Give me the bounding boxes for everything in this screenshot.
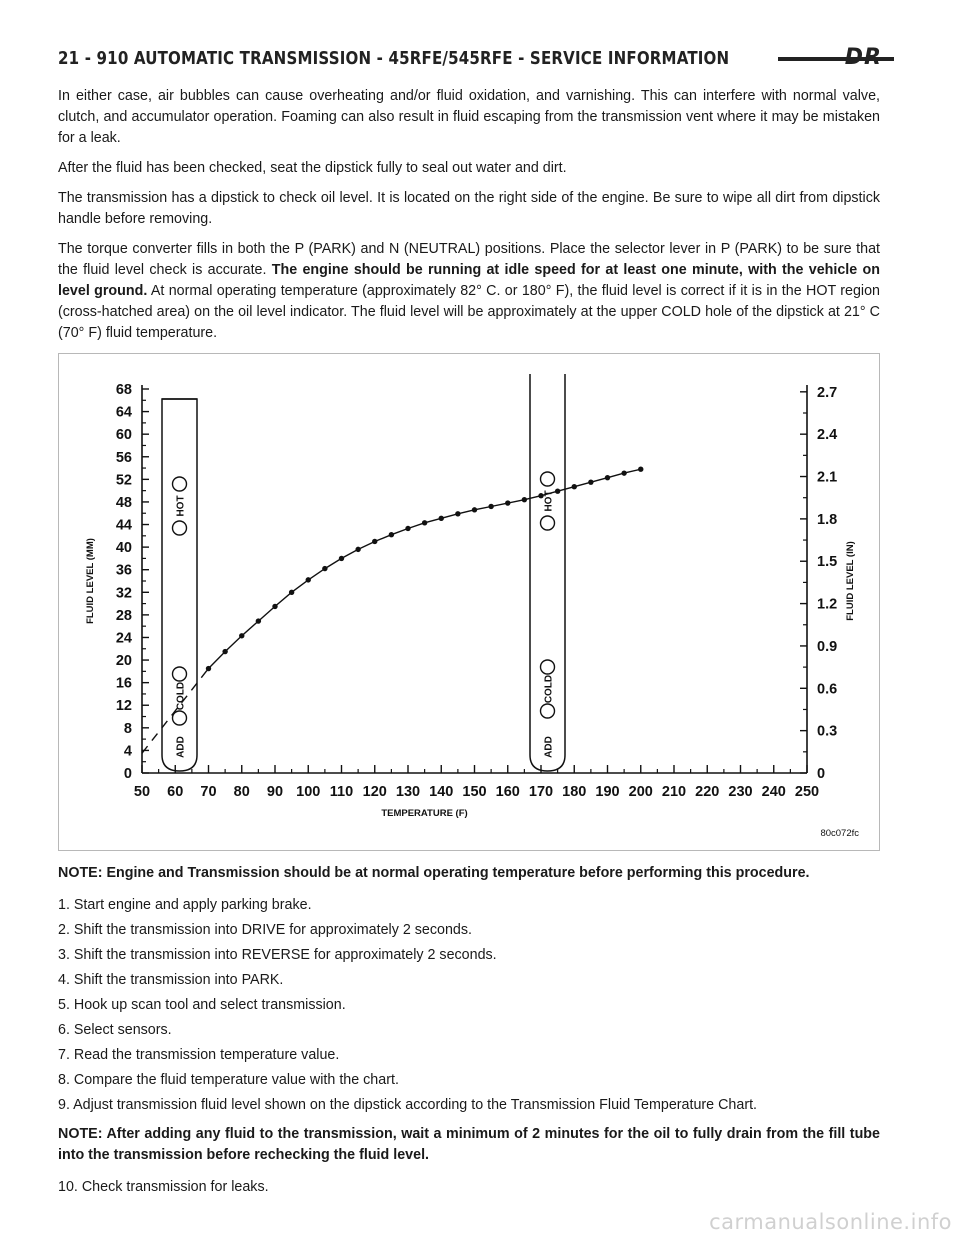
dipstick-2-hole: [541, 704, 555, 718]
x-tick-label: 50: [133, 784, 151, 800]
paragraph-bold-text: The engine should be running at idle speed for at least one minute, with the vehicle on level ground.: [58, 262, 880, 299]
y-left-tick-label: 20: [115, 653, 132, 670]
y-left-tick-label: 68: [115, 382, 132, 398]
data-point: [306, 577, 311, 582]
y-right-tick-label: 0.9: [817, 638, 838, 655]
y-right-tick-label: 0: [817, 766, 826, 782]
y-right-tick-label: 2.4: [817, 427, 838, 444]
dipstick-2-hole: [541, 516, 555, 530]
note-operating-temperature: NOTE: Engine and Transmission should be at normal operating temperature before performing this procedure.: [58, 865, 810, 881]
y-right-axis-label: FLUID LEVEL (IN): [845, 541, 856, 621]
dipstick-1-cold-label: COLD: [175, 681, 187, 711]
y-right-tick-label: 1.2: [817, 596, 838, 613]
y-right-tick-label: 0.6: [817, 681, 838, 698]
data-point: [488, 504, 493, 509]
procedure-step: 8. Compare the fluid temperature value with the chart.: [58, 1072, 399, 1088]
y-left-axis-label: FLUID LEVEL (MM): [85, 538, 96, 624]
data-point: [422, 520, 427, 525]
data-point: [439, 516, 444, 521]
dipstick-2-hole: [541, 472, 555, 486]
procedure-step: 3. Shift the transmission into REVERSE for approximately 2 seconds.: [58, 947, 497, 963]
figure-id: 80c072fc: [820, 828, 859, 839]
procedure-step: 9. Adjust transmission fluid level shown on the dipstick according to the Transmission Fluid Temperature Chart.: [58, 1097, 758, 1113]
dipstick-1-add-label: ADD: [175, 736, 187, 758]
y-left-tick-label: 16: [115, 675, 132, 692]
data-point: [455, 511, 460, 516]
y-right-tick-label: 2.7: [817, 384, 838, 401]
x-tick-label: 80: [233, 784, 250, 800]
y-right-tick-label: 1.8: [817, 511, 838, 528]
dipstick-1-hot-label: HOT: [175, 495, 187, 517]
page-content: [58, 86, 880, 1202]
x-tick-label: 250: [794, 784, 820, 800]
series-line: [209, 469, 641, 668]
data-point: [389, 532, 394, 537]
y-left-tick-label: 56: [115, 449, 132, 466]
data-point: [405, 526, 410, 531]
y-left-tick-label: 60: [115, 427, 132, 444]
paragraph-text: The torque converter fills in both the P (PARK) and N (NEUTRAL) positions. Place the selector lever in P (PARK) to be sure that the fluid level check is accurate.: [58, 241, 880, 278]
data-point: [206, 666, 211, 671]
y-left-tick-label: 64: [115, 404, 132, 421]
y-left-tick-label: 52: [115, 472, 132, 489]
data-point: [372, 539, 377, 544]
x-tick-label: 240: [761, 784, 786, 800]
procedure-step: 1. Start engine and apply parking brake.: [58, 897, 312, 913]
data-point: [289, 590, 294, 595]
paragraph-seat-dipstick: After the fluid has been checked, seat the dipstick fully to seal out water and dirt.: [58, 160, 567, 176]
note-drain-wait: NOTE: After adding any fluid to the transmission, wait a minimum of 2 minutes for the oil to fully drain from the fill tube into the transmission before rechecking the fluid level.: [58, 1126, 880, 1163]
page-header: [58, 44, 888, 74]
x-tick-label: 100: [296, 784, 321, 800]
dipstick-1-hole: [173, 711, 187, 725]
paragraph-dipstick-location: The transmission has a dipstick to check oil level. It is located on the right side of the engine. Be sure to wipe all dirt from dipstick handle before removing.: [58, 190, 880, 227]
x-tick-label: 220: [695, 784, 720, 800]
paragraph-torque-converter: [58, 239, 880, 344]
y-left-tick-label: 32: [115, 585, 132, 602]
data-point: [272, 604, 277, 609]
y-left-tick-label: 28: [115, 607, 132, 624]
y-left-tick-label: 44: [115, 517, 132, 534]
x-tick-label: 150: [462, 784, 487, 800]
y-left-tick-label: 12: [115, 698, 132, 715]
y-left-tick-label: 0: [123, 766, 132, 782]
data-point: [522, 497, 527, 502]
dipstick-2-add-label: ADD: [543, 736, 555, 758]
data-point: [472, 507, 477, 512]
x-tick-label: 90: [266, 784, 284, 800]
data-point: [621, 470, 626, 475]
x-tick-label: 170: [528, 784, 554, 800]
procedure-step: 7. Read the transmission temperature value.: [58, 1047, 340, 1063]
procedure-step: 2. Shift the transmission into DRIVE for approximately 2 seconds.: [58, 922, 473, 938]
x-tick-label: 140: [429, 784, 454, 800]
data-point: [505, 500, 510, 505]
y-right-tick-label: 0.3: [817, 723, 838, 740]
x-tick-label: 230: [728, 784, 753, 800]
x-tick-label: 180: [562, 784, 587, 800]
data-point: [222, 649, 227, 654]
data-point: [588, 479, 593, 484]
data-point: [355, 547, 360, 552]
y-left-tick-label: 36: [115, 562, 132, 579]
procedure-steps: [58, 895, 880, 1116]
data-point: [555, 489, 560, 494]
x-tick-label: 200: [628, 784, 653, 800]
x-tick-label: 110: [329, 784, 354, 800]
procedure-step: 5. Hook up scan tool and select transmission.: [58, 997, 346, 1013]
x-tick-label: 210: [661, 784, 687, 800]
y-left-tick-label: 48: [115, 494, 132, 511]
data-point: [538, 493, 543, 498]
data-point: [239, 633, 244, 638]
dipstick-2-hot-label: HOT: [543, 490, 555, 512]
x-axis-label: TEMPERATURE (F): [381, 808, 468, 819]
dipstick-1-hole: [173, 667, 187, 681]
y-left-tick-label: 8: [123, 720, 132, 737]
procedure-step: 4. Shift the transmission into PARK.: [58, 972, 284, 988]
y-right-tick-label: 1.5: [817, 554, 838, 571]
dipstick-1-hole: [173, 477, 187, 491]
model-mark: DR: [844, 45, 882, 70]
y-right-tick-label: 2.1: [817, 469, 838, 486]
data-point: [605, 475, 610, 480]
dipstick-2-cold-label: COLD: [543, 674, 555, 704]
y-left-tick-label: 24: [115, 630, 132, 647]
dipstick-1-hole: [173, 521, 187, 535]
dipstick-2-hole: [541, 660, 555, 674]
x-tick-label: 160: [495, 784, 520, 800]
chart-svg: [59, 354, 879, 850]
y-left-tick-label: 40: [115, 540, 132, 557]
x-tick-label: 60: [167, 784, 184, 800]
page-title: 21 - 910 AUTOMATIC TRANSMISSION - 45RFE/545RFE - SERVICE INFORMATION: [58, 49, 730, 69]
procedure-step-10: 10. Check transmission for leaks.: [58, 1179, 269, 1195]
data-point: [638, 466, 643, 471]
paragraph-text: At normal operating temperature (approximately 82° C. or 180° F), the fluid level is correct if it is in the HOT region (cross-hatched area) on the oil level indicator. The fluid level will be approximately at the upper COLD hole of the dipstick at 21° C (70° F) fluid temperature.: [58, 283, 880, 341]
procedure-step: 6. Select sensors.: [58, 1022, 172, 1038]
x-tick-label: 120: [362, 784, 387, 800]
x-tick-label: 190: [595, 784, 620, 800]
x-tick-label: 70: [200, 784, 217, 800]
watermark: carmanualsonline.info: [709, 1210, 952, 1234]
data-point: [256, 618, 261, 623]
data-point: [322, 566, 327, 571]
fluid-level-chart: [58, 353, 880, 851]
x-tick-label: 130: [395, 784, 421, 800]
y-left-tick-label: 4: [123, 743, 132, 760]
data-point: [339, 556, 344, 561]
data-point: [572, 484, 577, 489]
paragraph-air-bubbles: In either case, air bubbles can cause overheating and/or fluid oxidation, and varnishing. This can interfere with normal valve, clutch, and accumulator operation. Foaming can also result in fluid escaping from the transmission vent where it may be mistaken for a leak.: [58, 88, 880, 146]
